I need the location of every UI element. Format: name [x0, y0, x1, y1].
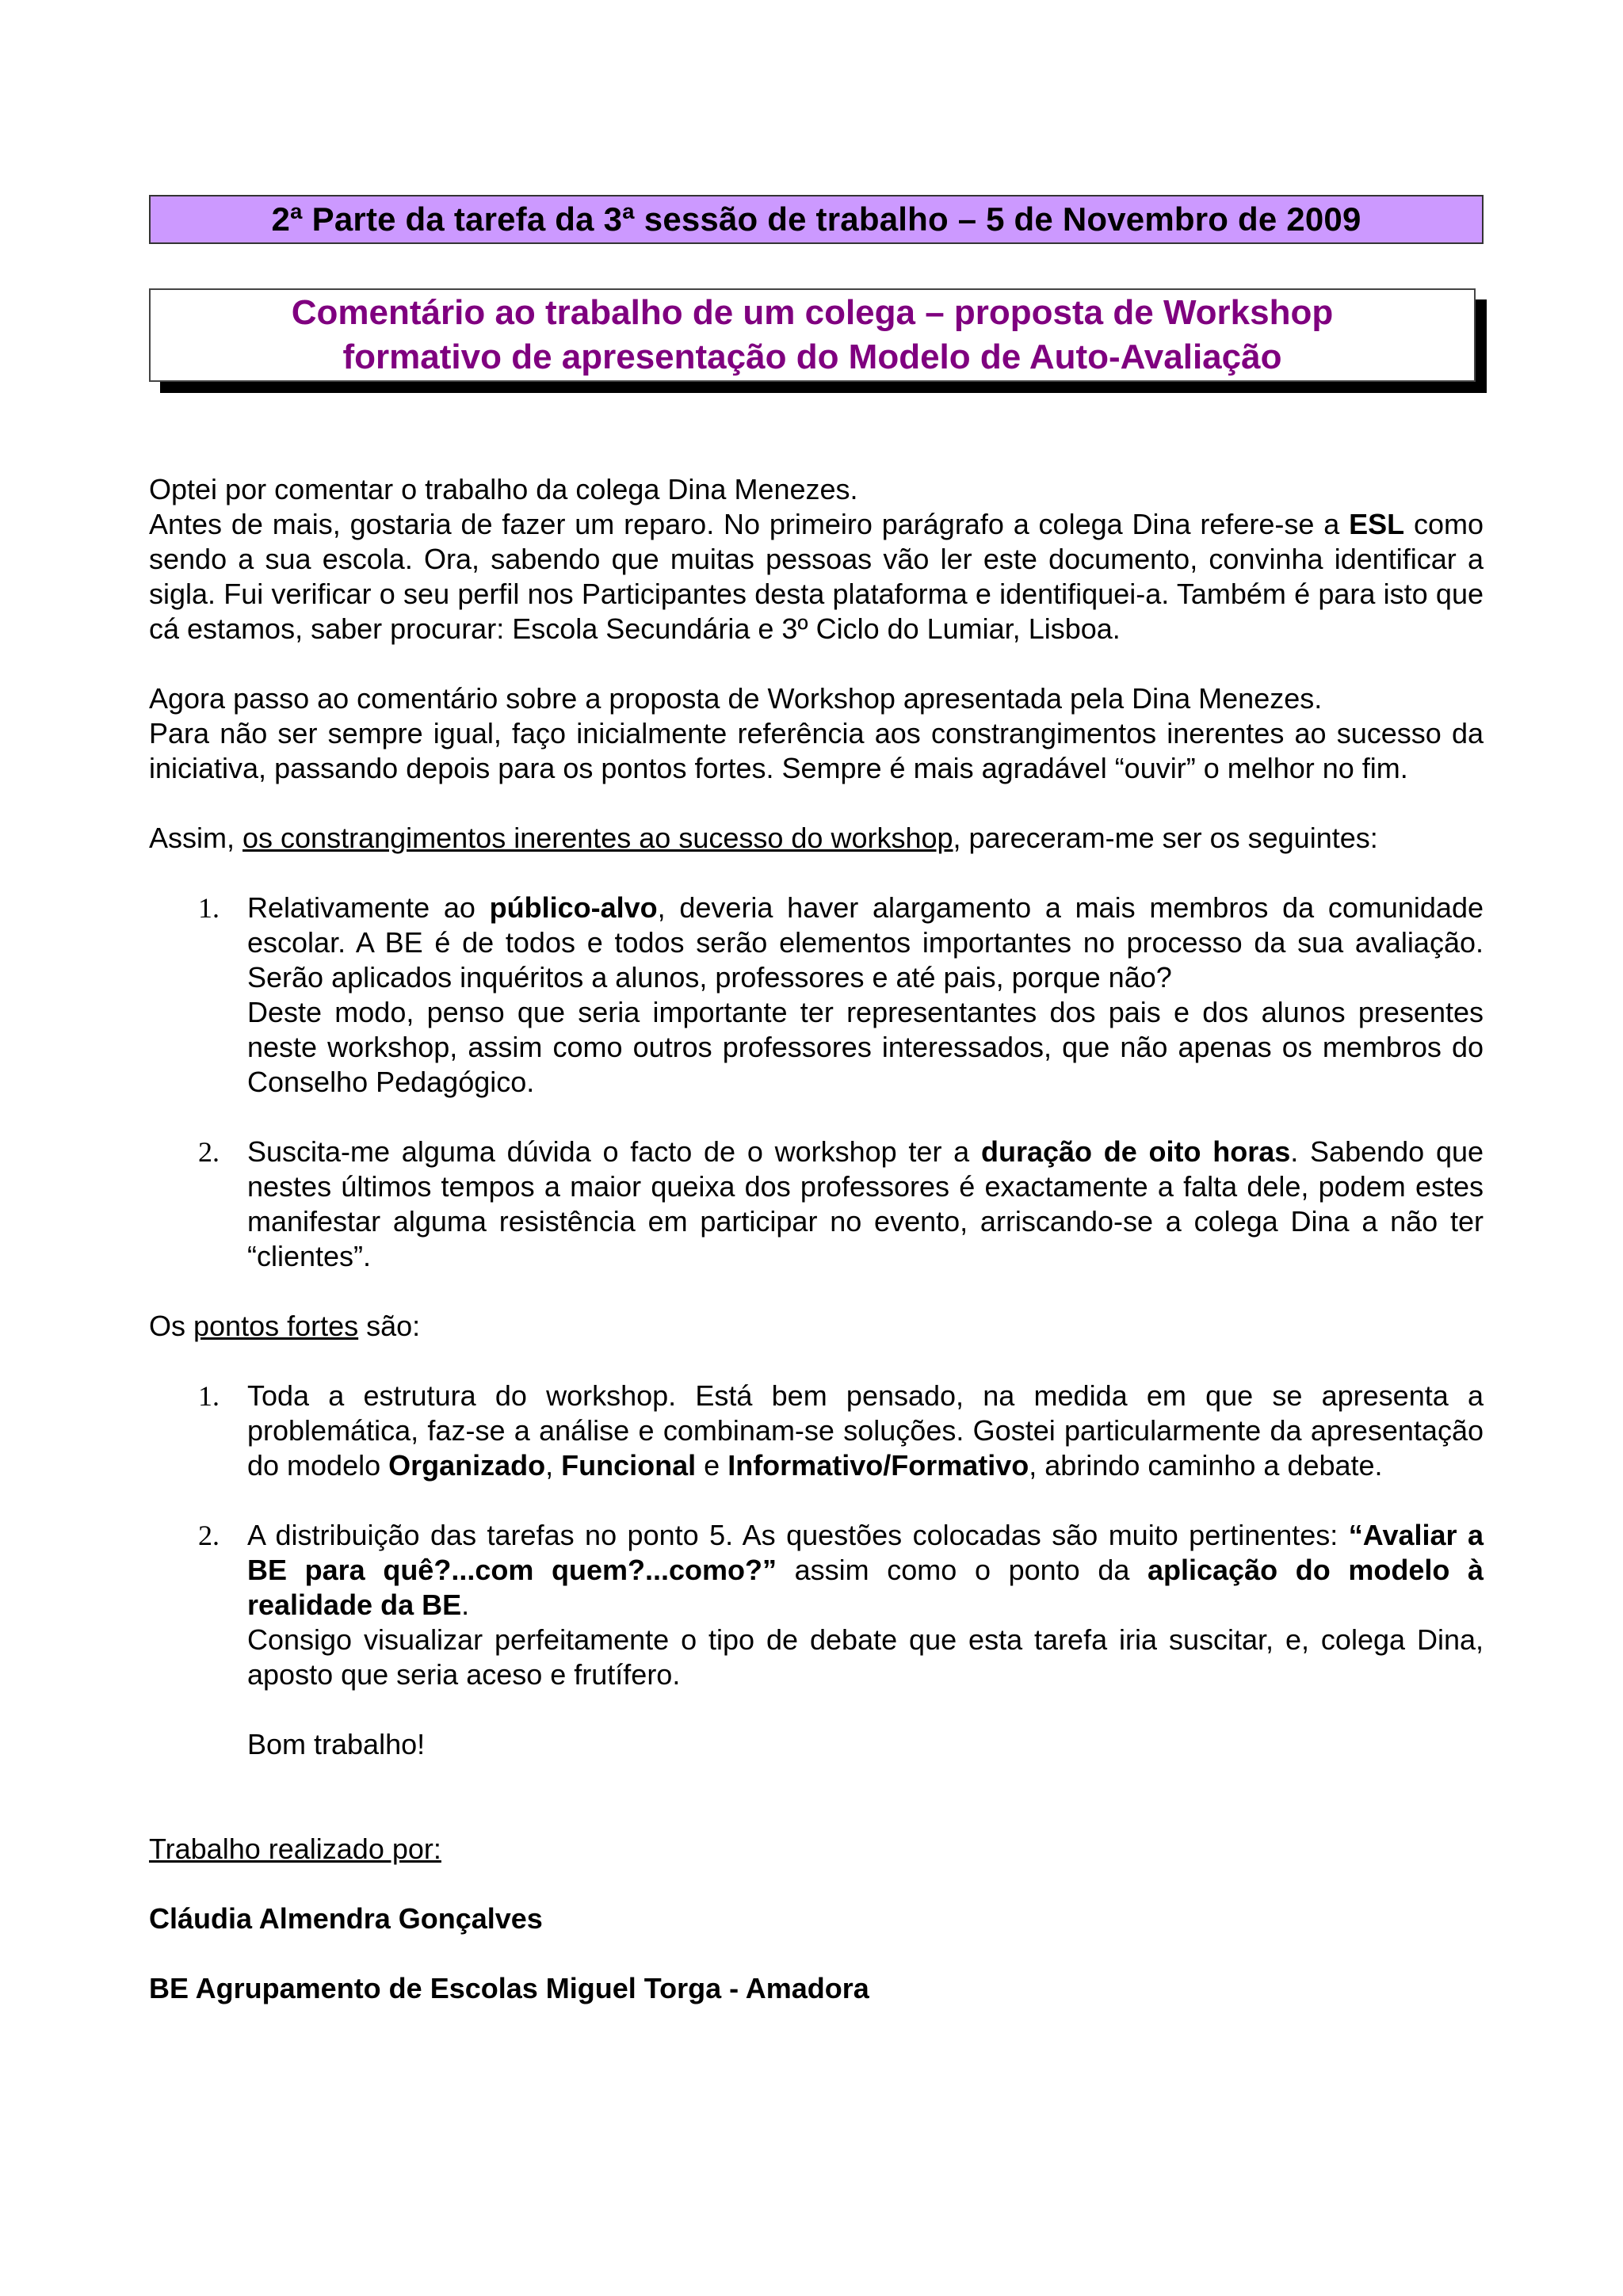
strength-2-text	[247, 1518, 1484, 1623]
closing-remark: Bom trabalho!	[247, 1728, 426, 1760]
constraint-2-c: . Sabendo que nestes últimos tempos a maior queixa dos professores é exactamente a falta dele, podem estes manifestar alguma resistência em participar no evento, arriscando-se a colega Dina a não ter “clientes”.	[247, 1135, 1484, 1272]
subtitle-frame	[149, 288, 1484, 385]
list-number: 1.	[198, 1380, 220, 1412]
subtitle-box	[149, 288, 1476, 382]
strengths-intro-a: Os	[149, 1310, 194, 1342]
list-number: 2.	[198, 1520, 220, 1551]
constraint-2-bold: duração de oito horas	[980, 1135, 1291, 1168]
strength-1-bold-1: Organizado	[388, 1449, 546, 1482]
constraint-1-c: , deveria haver alargamento a mais membros da comunidade escolar. A BE é de todos e todos serão elementos importantes no processo da sua avaliação. Serão aplicados inquéritos a alunos, professores e até pais, porque não?	[247, 891, 1484, 994]
document-page	[149, 195, 1484, 2006]
strength-2-a: A distribuição das tarefas no ponto 5. As questões colocadas são muito pertinentes:	[247, 1519, 1349, 1551]
remark-text-a: Antes de mais, gostaria de fazer um reparo. No primeiro parágrafo a colega Dina refere-se a	[149, 508, 1350, 540]
strength-2-c: .	[461, 1589, 470, 1621]
constraints-heading: os constrangimentos inerentes ao sucesso do workshop	[242, 822, 953, 854]
list-number: 1.	[198, 892, 220, 924]
strength-1-c: , abrindo caminho a debate.	[1029, 1449, 1383, 1482]
list-number: 2.	[198, 1136, 220, 1168]
constraint-1-a: Relativamente ao	[247, 891, 490, 924]
strength-1-a: Toda a estrutura do workshop. Está bem pensado, na medida em que se apresenta a problemática, faz-se a análise e combinam-se soluções. Gostei particularmente da apresentação do modelo	[247, 1379, 1484, 1482]
list-item	[149, 1135, 1484, 1274]
author-name: Cláudia Almendra Gonçalves	[149, 1902, 543, 1935]
strength-2-bold-2: aplicação do modelo à realidade da BE	[247, 1554, 1484, 1621]
strength-1-sep-2: e	[696, 1449, 728, 1482]
constraint-2-a: Suscita-me alguma dúvida o facto de o workshop ter a	[247, 1135, 981, 1168]
constraint-1-bold: público-alvo	[489, 891, 658, 924]
constraints-intro-a: Assim,	[149, 822, 243, 854]
list-item	[149, 1379, 1484, 1483]
constraints-list	[149, 891, 1484, 1274]
strength-2-bold-1: “Avaliar a BE para quê?...com quem?...como?”	[247, 1519, 1484, 1586]
signature-block	[149, 1832, 1484, 2006]
constraint-1-d: Deste modo, penso que seria importante ter representantes dos pais e dos alunos presentes neste workshop, assim como outros professores interessados, que não apenas os membros do Conselho Pedagógico.	[247, 996, 1484, 1098]
list-item	[149, 891, 1484, 1100]
strength-2-sep-1: assim como o ponto da	[777, 1554, 1148, 1586]
strength-1-text	[247, 1379, 1484, 1483]
constraints-intro-b: , pareceram-me ser os seguintes:	[953, 822, 1378, 854]
signature-label: Trabalho realizado por:	[149, 1833, 441, 1865]
subtitle-line-2: formativo de apresentação do Modelo de Auto-Avaliação	[342, 338, 1282, 376]
strength-1-bold-3: Informativo/Formativo	[727, 1449, 1029, 1482]
strength-1-sep-1: ,	[545, 1449, 562, 1482]
paragraph-approach: Para não ser sempre igual, faço inicialmente referência aos constrangimentos inerentes ao sucesso da iniciativa, passando depois para os pontos fortes. Sempre é mais agradável “ouvir” o melhor no fim.	[149, 717, 1484, 784]
strength-2-d: Consigo visualizar perfeitamente o tipo de debate que esta tarefa iria suscitar, e, colega Dina, aposto que seria aceso e frutífero.	[247, 1623, 1484, 1691]
strengths-list	[149, 1379, 1484, 1762]
paragraph-strengths-intro	[149, 1309, 1484, 1344]
list-item	[149, 1518, 1484, 1762]
paragraph-constraints-intro	[149, 821, 1484, 856]
strengths-heading: pontos fortes	[193, 1310, 359, 1342]
document-title-box	[149, 195, 1484, 244]
paragraph-remark	[149, 507, 1484, 646]
document-title: 2ª Parte da tarefa da 3ª sessão de trabalho – 5 de Novembro de 2009	[271, 200, 1361, 238]
acronym-esl: ESL	[1349, 508, 1405, 540]
document-body	[149, 472, 1484, 2006]
strength-1-bold-2: Funcional	[561, 1449, 697, 1482]
author-organization: BE Agrupamento de Escolas Miguel Torga - Amadora	[149, 1972, 869, 2004]
paragraph-comment-intro: Agora passo ao comentário sobre a proposta de Workshop apresentada pela Dina Menezes.	[149, 682, 1323, 715]
strengths-intro-b: são:	[358, 1310, 421, 1342]
constraint-2-text	[247, 1135, 1484, 1274]
remark-text-b: como sendo a sua escola. Ora, sabendo que muitas pessoas vão ler este documento, convinha identificar a sigla. Fui verificar o seu perfil nos Participantes desta plataforma e identifiquei-a. Também é para isto que cá estamos, saber procurar: Escola Secundária e 3º Ciclo do Lumiar, Lisboa.	[149, 508, 1484, 645]
paragraph-intro: Optei por comentar o trabalho da colega Dina Menezes.	[149, 473, 858, 505]
subtitle-line-1: Comentário ao trabalho de um colega – proposta de Workshop	[291, 293, 1334, 332]
constraint-1-text	[247, 891, 1484, 995]
